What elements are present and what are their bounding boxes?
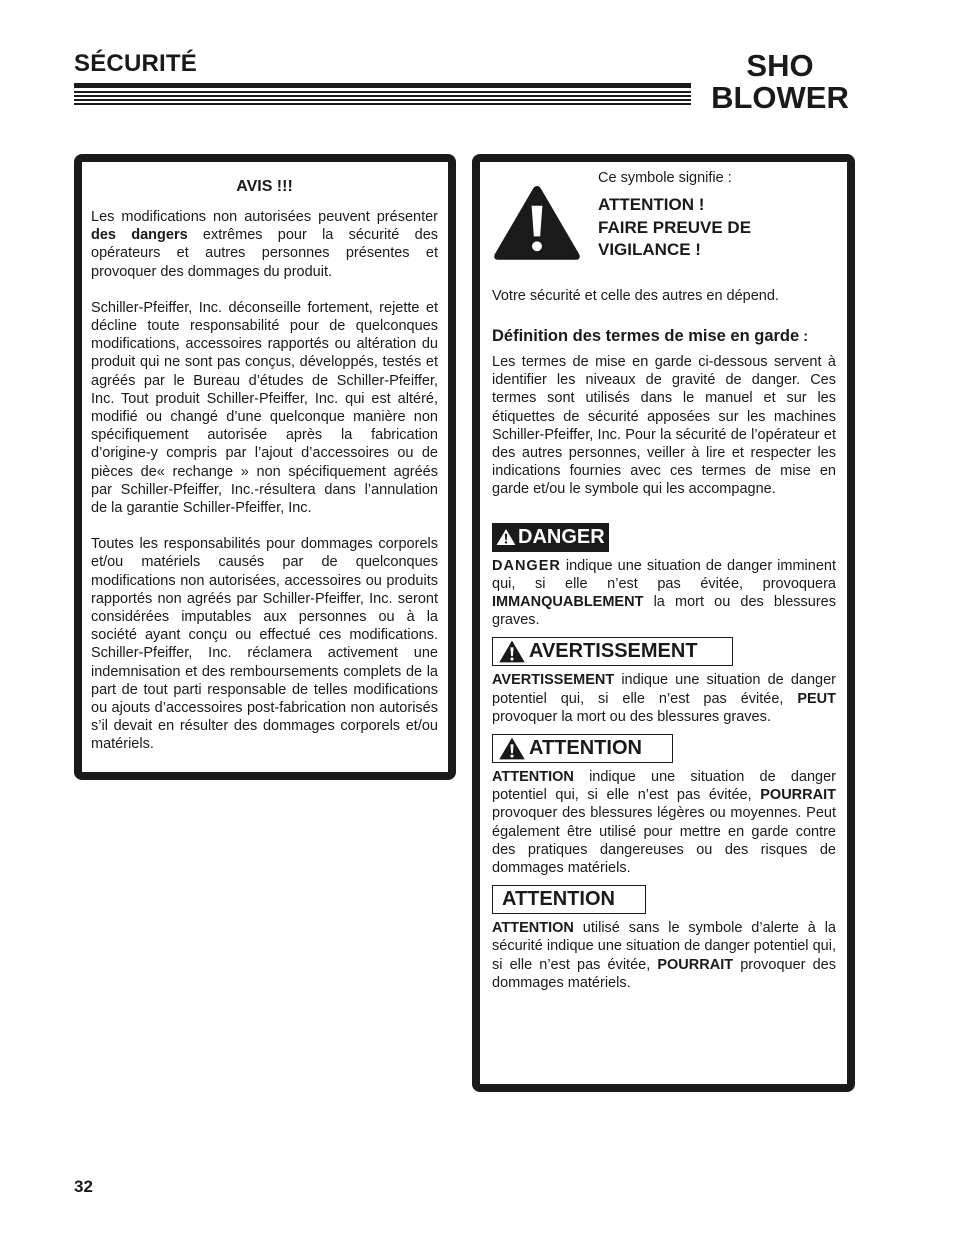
- avertissement-definition: AVERTISSEMENT indique une situation de danger potentiel qui, si elle n’est pas évitée, PEUT provoquer la mort ou des blessures graves.: [492, 672, 836, 725]
- product-title-line1: SHO: [746, 48, 814, 83]
- notice-paragraph-3: Toutes les responsabilités pour dommages corporels et/ou matériels causés par de quelconques modifications non autorisées, accessoires ou produits rapportés non agréés par Schiller-Pfeiffer, Inc. seront considérées imputables aux personnes ou à la société ayant conçu ou effectué ces modifications. Schiller-Pfeiffer, Inc. réclamera activement une indemnisation et des remboursements complets de la part de tout parti responsable de telles modifications ou ajouts d’accessoires post-fabrication non autorisés s’il devait en résulter des dommages corporels et/ou matériels.: [91, 536, 438, 753]
- safety-statement: Votre sécurité et celle des autres en dépend.: [492, 288, 779, 304]
- page-number: 32: [74, 1177, 93, 1196]
- attention-plain-signal-label: ATTENTION: [492, 885, 646, 914]
- warning-triangle-icon: [499, 737, 525, 760]
- product-title: [700, 50, 860, 114]
- notice-paragraph-2: Schiller-Pfeiffer, Inc. déconseille fortement, rejette et décline toute responsabilité pour de quelconques modifications, accessoires rapportés ou altération du produit qui ne sont pas conçus, développés, testés et agréés par le Bureau d’études de Schiller-Pfeiffer, Inc. Tout produit Schiller-Pfeiffer, Inc. qui est altéré, modifié ou changé d’une quelconque manière non spécifiquement autorisée après la fabrication d’origine-y compris par l’ajout d’accessoires ou de pièces de« rechange » non spécifiquement agréés par Schiller-Pfeiffer, Inc.-résultera dans l’annulation de la garantie Schiller-Pfeiffer, Inc.: [91, 299, 438, 517]
- header-rules: [74, 83, 691, 107]
- attention-definition: ATTENTION indique une situation de danger potentiel qui, si elle n’est pas évitée, POURRAIT provoquer des blessures légères ou moyennes. Peut également être utilisé pour mettre en garde contre des pratiques dangereuses ou des risques de dommages matériels.: [492, 769, 836, 877]
- symbol-meaning-line1: ATTENTION !: [598, 195, 705, 214]
- warning-triangle-icon: [492, 182, 582, 262]
- attention-signal-label: ATTENTION: [492, 734, 673, 763]
- product-title-line2: BLOWER: [711, 80, 849, 115]
- definitions-intro: Les termes de mise en garde ci-dessous servent à identifier les niveaux de gravité de danger. Ces termes sont utilisés dans le manuel et sur les étiquettes de sécurité apposées sur les machines Schiller-Pfeiffer, Inc. Pour la sécurité de l’opérateur et des autres personnes, veiller à lire et respecter les indications fournies avec ces termes de mise en garde et/ou le symbole qui les accompagne.: [492, 354, 836, 498]
- notice-paragraph-1: Les modifications non autorisées peuvent présenter des dangers extrêmes pour la sécurité des opérateurs et autres personnes présentes et provoquer des dommages du produit.: [91, 209, 439, 280]
- section-title: SÉCURITÉ: [74, 50, 197, 77]
- attention-plain-definition: ATTENTION utilisé sans le symbole d’alerte à la sécurité indique une situation de danger potentiel qui, si elle n’est pas évitée, POURRAIT provoquer des dommages matériels.: [492, 920, 836, 991]
- notice-panel: [74, 154, 456, 780]
- warning-triangle-icon: [499, 640, 525, 663]
- danger-definition: DANGER indique une situation de danger imminent qui, si elle n’est pas évitée, provoquera IMMANQUABLEMENT la mort ou des blessures graves.: [492, 557, 836, 629]
- symbol-caption: Ce symbole signifie :: [598, 170, 732, 186]
- danger-signal-label: DANGER: [492, 523, 609, 552]
- symbol-meaning-line3: VIGILANCE !: [598, 240, 701, 259]
- safety-definitions-panel: [472, 154, 855, 1092]
- symbol-meaning-line2: FAIRE PREUVE DE: [598, 217, 752, 237]
- warning-triangle-icon: [496, 527, 516, 547]
- avertissement-signal-label: AVERTISSEMENT: [492, 637, 733, 666]
- definitions-heading: Définition des termes de mise en garde :: [492, 327, 809, 345]
- notice-heading: AVIS !!!: [236, 178, 293, 195]
- alert-symbol-block: [492, 170, 836, 262]
